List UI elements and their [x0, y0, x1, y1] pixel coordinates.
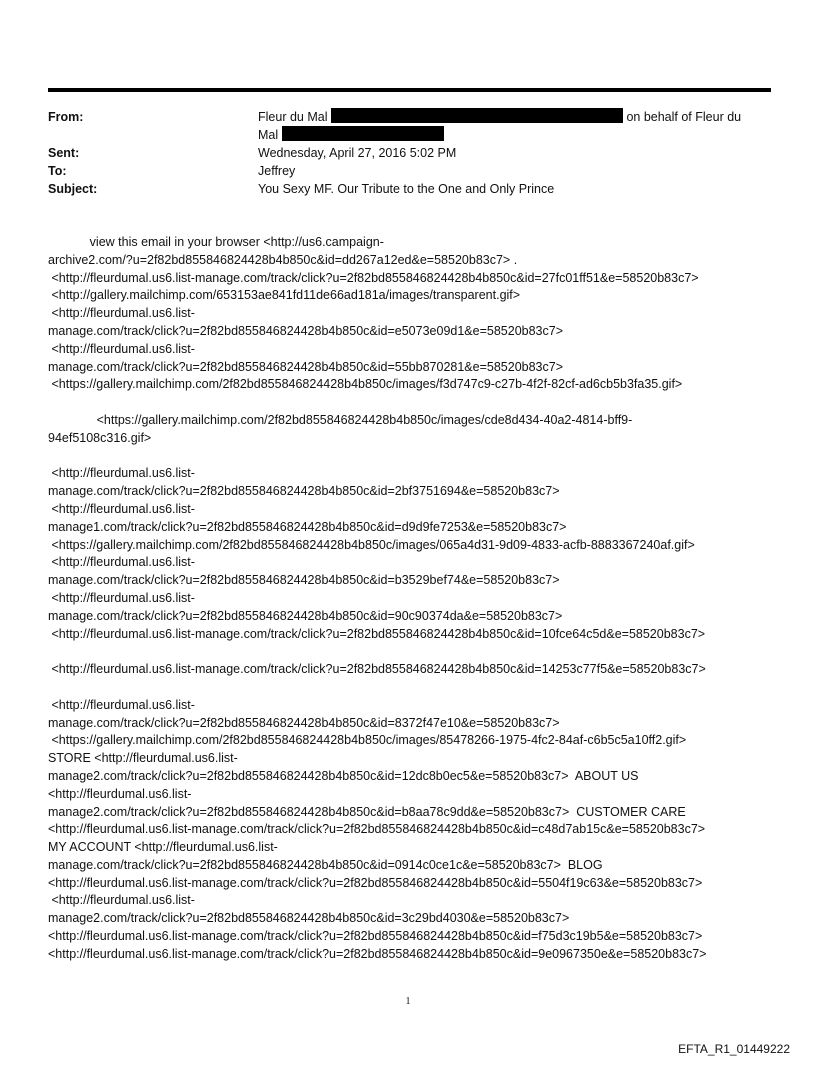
- body-line: <http://fleurdumal.us6.list-manage.com/track/click?u=2f82bd855846824428b4b850c&id=c48d7ab15c&e=58520b83c7>: [48, 822, 706, 837]
- body-line: <http://fleurdumal.us6.list-manage.com/track/click?u=2f82bd855846824428b4b850c&id=10fce64c5d&e=58520b83c7>: [48, 626, 706, 641]
- body-line: <http://fleurdumal.us6.list-manage.com/track/click?u=2f82bd855846824428b4b850c&id=14253c77f5&e=58520b83c7>: [48, 662, 706, 677]
- from-name: Fleur du Mal: [258, 110, 328, 124]
- from-name-continued: Mal: [258, 128, 279, 142]
- body-line: <http://fleurdumal.us6.list-: [48, 555, 195, 570]
- body-line: <https://gallery.mailchimp.com/2f82bd855846824428b4b850c/images/cde8d434-40a2-4814-bff9-: [48, 412, 633, 427]
- from-label: From:: [48, 110, 84, 124]
- body-line: MY ACCOUNT <http://fleurdumal.us6.list-: [48, 840, 278, 855]
- body-line: manage.com/track/click?u=2f82bd855846824428b4b850c&id=2bf3751694&e=58520b83c7>: [48, 484, 560, 499]
- blank-line: [48, 394, 783, 412]
- body-line: <https://gallery.mailchimp.com/2f82bd855846824428b4b850c/images/065a4d31-9d09-4833-acfb-8883367240af.gif>: [48, 537, 695, 552]
- to-label: To:: [48, 164, 67, 178]
- body-line: manage.com/track/click?u=2f82bd855846824428b4b850c&id=b3529bef74&e=58520b83c7>: [48, 573, 560, 588]
- body-line: <http://fleurdumal.us6.list-manage.com/track/click?u=2f82bd855846824428b4b850c&id=9e0967350e&e=58520b83c7>: [48, 946, 707, 961]
- body-line: archive2.com/?u=2f82bd855846824428b4b850c&id=dd267a12ed&e=58520b83c7> .: [48, 252, 518, 267]
- from-value: [258, 108, 778, 126]
- from-row-continued: [48, 126, 788, 144]
- body-line: manage.com/track/click?u=2f82bd855846824428b4b850c&id=0914c0ce1c&e=58520b83c7> BLOG: [48, 857, 603, 872]
- to-row: [48, 162, 788, 180]
- body-line: <http://fleurdumal.us6.list-manage.com/track/click?u=2f82bd855846824428b4b850c&id=27fc01ff51&e=58520b83c7>: [48, 270, 699, 285]
- sent-label: Sent:: [48, 146, 80, 160]
- body-line: STORE <http://fleurdumal.us6.list-: [48, 751, 238, 766]
- body-line: manage2.com/track/click?u=2f82bd855846824428b4b850c&id=b8aa78c9dd&e=58520b83c7> CUSTOMER CARE: [48, 804, 686, 819]
- body-line: manage.com/track/click?u=2f82bd855846824428b4b850c&id=8372f47e10&e=58520b83c7>: [48, 715, 560, 730]
- to-value: Jeffrey: [258, 164, 296, 178]
- header-rule: [48, 88, 771, 92]
- blank-line: [48, 643, 783, 661]
- subject-row: [48, 180, 788, 198]
- body-line: <http://fleurdumal.us6.list-: [48, 466, 195, 481]
- from-row: [48, 108, 788, 126]
- sent-row: [48, 144, 788, 162]
- subject-value: You Sexy MF. Our Tribute to the One and Only Prince: [258, 182, 555, 196]
- redaction-box: [282, 126, 444, 141]
- body-line: 94ef5108c316.gif>: [48, 430, 152, 445]
- body-line: <http://fleurdumal.us6.list-: [48, 893, 195, 908]
- body-line: manage.com/track/click?u=2f82bd855846824428b4b850c&id=e5073e09d1&e=58520b83c7>: [48, 323, 564, 338]
- body-line: manage.com/track/click?u=2f82bd855846824428b4b850c&id=55bb870281&e=58520b83c7>: [48, 359, 564, 374]
- body-line: <http://fleurdumal.us6.list-: [48, 501, 195, 516]
- body-line: manage2.com/track/click?u=2f82bd855846824428b4b850c&id=12dc8b0ec5&e=58520b83c7> ABOUT US: [48, 768, 639, 783]
- page-number: 1: [405, 996, 411, 1007]
- body-line: <http://fleurdumal.us6.list-: [48, 786, 192, 801]
- body-line: <http://fleurdumal.us6.list-: [48, 697, 195, 712]
- body-line: <http://fleurdumal.us6.list-: [48, 590, 195, 605]
- body-line: <http://fleurdumal.us6.list-: [48, 306, 195, 321]
- redaction-box: [331, 108, 623, 123]
- bates-number: EFTA_R1_01449222: [678, 1042, 790, 1056]
- body-line: view this email in your browser <http://us6.campaign-: [48, 235, 384, 249]
- email-body: [48, 234, 783, 964]
- body-line: <http://fleurdumal.us6.list-manage.com/track/click?u=2f82bd855846824428b4b850c&id=5504f19c63&e=58520b83c7>: [48, 875, 703, 890]
- body-line: <http://gallery.mailchimp.com/653153ae841fd11de66ad181a/images/transparent.gif>: [48, 288, 521, 303]
- body-line: manage.com/track/click?u=2f82bd855846824428b4b850c&id=90c90374da&e=58520b83c7>: [48, 608, 563, 623]
- from-behalf: on behalf of Fleur du: [626, 110, 742, 124]
- body-line: <https://gallery.mailchimp.com/2f82bd855846824428b4b850c/images/85478266-1975-4fc2-84af-c6b5c5a10ff2.gif>: [48, 733, 687, 748]
- body-line: <http://fleurdumal.us6.list-manage.com/track/click?u=2f82bd855846824428b4b850c&id=f75d3c19b5&e=58520b83c7>: [48, 929, 703, 944]
- blank-line: [48, 448, 783, 466]
- body-line: manage1.com/track/click?u=2f82bd855846824428b4b850c&id=d9d9fe7253&e=58520b83c7>: [48, 519, 567, 534]
- body-line: <http://fleurdumal.us6.list-: [48, 341, 195, 356]
- body-line: <https://gallery.mailchimp.com/2f82bd855846824428b4b850c/images/f3d747c9-c27b-4f2f-82cf-ad6cb5b3fa35.gif>: [48, 377, 683, 392]
- body-line: manage2.com/track/click?u=2f82bd855846824428b4b850c&id=3c29bd4030&e=58520b83c7>: [48, 911, 570, 926]
- blank-line: [48, 679, 783, 697]
- sent-value: Wednesday, April 27, 2016 5:02 PM: [258, 146, 457, 160]
- subject-label: Subject:: [48, 182, 98, 196]
- email-header: [48, 108, 788, 198]
